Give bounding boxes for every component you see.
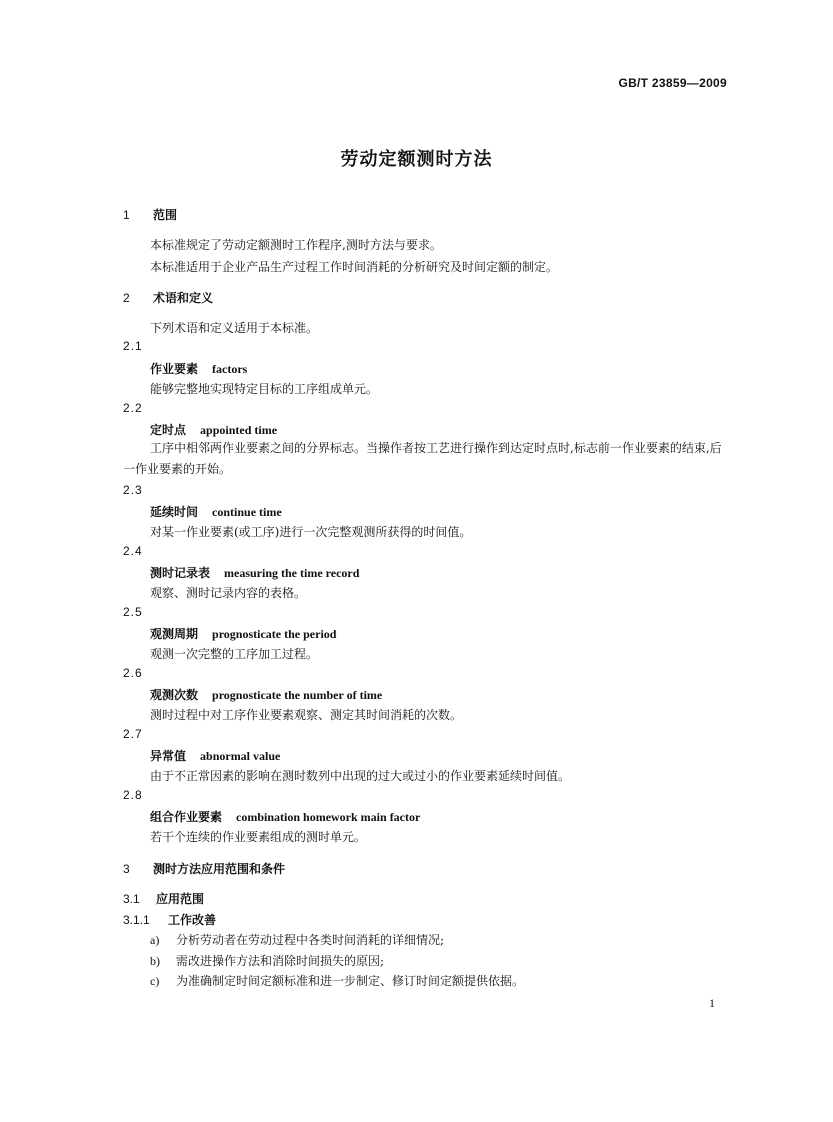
term	[150, 808, 420, 825]
section-number: 1	[123, 208, 130, 222]
paragraph: 本标准适用于企业产品生产过程工作时间消耗的分析研究及时间定额的制定。	[150, 260, 559, 274]
subsection-3-1-heading	[123, 890, 204, 907]
term-definition: 工序中相邻两作业要素之间的分界标志。当操作者按工艺进行操作到达定时点时,标志前一作业要素的结束,后一作业要素的开始。	[123, 441, 722, 476]
list-marker: b)	[150, 954, 160, 968]
term	[150, 360, 247, 377]
clause-number: 2.1	[123, 339, 143, 353]
list-marker: c)	[150, 974, 160, 988]
term-definition: 观察、测时记录内容的表格。	[150, 586, 307, 600]
term-zh: 异常值	[150, 749, 187, 763]
term-en: appointed time	[200, 423, 278, 437]
term-zh: 延续时间	[150, 505, 199, 519]
section-3-heading	[123, 860, 285, 877]
page-number: 1	[709, 996, 715, 1010]
clause-number: 2.8	[123, 788, 143, 802]
list-item-text: 为准确制定时间定额标准和进一步制定、修订时间定额提供依据。	[176, 974, 525, 988]
term-zh: 观测次数	[150, 688, 199, 702]
term	[150, 625, 336, 642]
term-zh: 定时点	[150, 423, 187, 437]
term-definition: 测时过程中对工序作业要素观察、测定其时间消耗的次数。	[150, 708, 463, 722]
document-title: 劳动定额测时方法	[340, 149, 493, 170]
standard-number: GB/T 23859—2009	[618, 76, 727, 90]
section-title: 范围	[153, 208, 178, 222]
clause-number: 2.4	[123, 544, 143, 558]
section-number: 2	[123, 291, 130, 305]
term-en: prognosticate the period	[212, 627, 337, 641]
section-title: 术语和定义	[153, 291, 214, 305]
section-2-heading	[123, 289, 213, 306]
term-zh: 作业要素	[150, 362, 199, 376]
term-en: prognosticate the number of time	[212, 688, 383, 702]
list-item	[150, 931, 444, 948]
list-item-text: 需改进操作方法和消除时间损失的原因;	[176, 954, 385, 968]
term	[150, 564, 359, 581]
clause-number: 2.7	[123, 727, 143, 741]
section-title: 测时方法应用范围和条件	[153, 862, 286, 876]
subsection-title: 应用范围	[156, 892, 205, 906]
paragraph: 本标准规定了劳动定额测时工作程序,测时方法与要求。	[150, 238, 442, 252]
clause-number: 2.2	[123, 401, 143, 415]
term	[150, 421, 277, 438]
section-1-heading	[123, 206, 177, 223]
list-item	[150, 972, 524, 989]
subsection-title: 工作改善	[168, 913, 217, 927]
paragraph: 下列术语和定义适用于本标准。	[150, 321, 319, 335]
term	[150, 503, 282, 520]
term	[150, 686, 382, 703]
term-en: combination homework main factor	[236, 810, 421, 824]
subsection-number: 3.1	[123, 892, 140, 906]
subsection-3-1-1-heading	[123, 911, 216, 928]
list-item-text: 分析劳动者在劳动过程中各类时间消耗的详细情况;	[176, 933, 445, 947]
section-number: 3	[123, 862, 130, 876]
term-definition: 对某一作业要素(或工序)进行一次完整观测所获得的时间值。	[150, 525, 472, 539]
term-en: factors	[212, 362, 248, 376]
clause-number: 2.3	[123, 483, 143, 497]
term-en: continue time	[212, 505, 282, 519]
list-marker: a)	[150, 933, 160, 947]
term-zh: 测时记录表	[150, 566, 211, 580]
term-en: abnormal value	[200, 749, 281, 763]
term-definition: 由于不正常因素的影响在测时数列中出现的过大或过小的作业要素延续时间值。	[150, 769, 571, 783]
term-definition: 能够完整地实现特定目标的工序组成单元。	[150, 382, 379, 396]
term-zh: 组合作业要素	[150, 810, 223, 824]
term-en: measuring the time record	[224, 566, 360, 580]
list-item	[150, 952, 384, 969]
subsection-number: 3.1.1	[123, 913, 150, 927]
term	[150, 747, 280, 764]
term-definition: 观测一次完整的工序加工过程。	[150, 647, 319, 661]
term-definition: 若干个连续的作业要素组成的测时单元。	[150, 830, 367, 844]
term-zh: 观测周期	[150, 627, 199, 641]
clause-number: 2.6	[123, 666, 143, 680]
clause-number: 2.5	[123, 605, 143, 619]
